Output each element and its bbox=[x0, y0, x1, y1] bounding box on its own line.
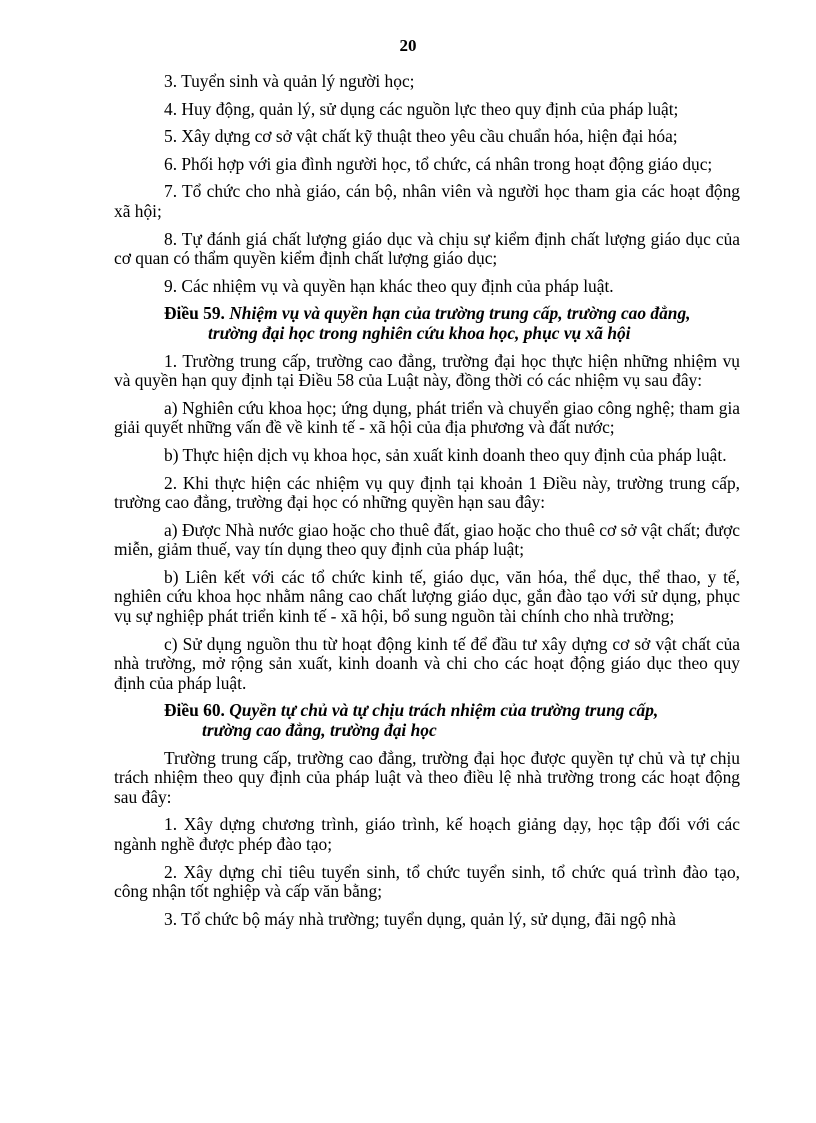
page-content bbox=[114, 72, 740, 937]
article-59-paragraph: a) Được Nhà nước giao hoặc cho thuê đất, giao hoặc cho thuê cơ sở vật chất; được miễn, giảm thuế, vay tín dụng theo quy định của pháp luật; bbox=[114, 519, 740, 560]
article-59-paragraph: c) Sử dụng nguồn thu từ hoạt động kinh tế để đầu tư xây dựng cơ sở vật chất của nhà trường, mở rộng sản xuất, kinh doanh và chi cho các hoạt động giáo dục theo quy định của pháp luật. bbox=[114, 633, 740, 693]
article-59-paragraph: 1. Trường trung cấp, trường cao đẳng, trường đại học thực hiện những nhiệm vụ và quyền hạn quy định tại Điều 58 của Luật này, đồng thời có các nhiệm vụ sau đây: bbox=[114, 350, 740, 391]
article-60-paragraph: 2. Xây dựng chỉ tiêu tuyển sinh, tổ chức tuyển sinh, tổ chức quá trình đào tạo, công nhận tốt nghiệp và cấp văn bằng; bbox=[114, 861, 740, 902]
article-59-label: Điều 59. bbox=[164, 303, 225, 324]
article-59-paragraph: b) Liên kết với các tổ chức kinh tế, giáo dục, văn hóa, thể dục, thể thao, y tế, nghiên cứu khoa học nhằm nâng cao chất lượng giáo dục, gắn đào tạo với sử dụng, phục vụ sự nghiệp phát triển kinh tế - xã hội, bổ sung nguồn tài chính cho nhà trường; bbox=[114, 566, 740, 627]
list-item: 7. Tổ chức cho nhà giáo, cán bộ, nhân viên và người học tham gia các hoạt động xã hội; bbox=[114, 181, 740, 221]
article-59-paragraph: b) Thực hiện dịch vụ khoa học, sản xuất kinh doanh theo quy định của pháp luật. bbox=[164, 444, 727, 465]
article-60-paragraph: 3. Tổ chức bộ máy nhà trường; tuyển dụng, quản lý, sử dụng, đãi ngộ nhà bbox=[164, 908, 676, 929]
list-item: 9. Các nhiệm vụ và quyền hạn khác theo quy định của pháp luật. bbox=[164, 275, 614, 296]
article-60-paragraph: Trường trung cấp, trường cao đẳng, trường đại học được quyền tự chủ và tự chịu trách nhiệm theo quy định của pháp luật và theo điều lệ nhà trường trong các hoạt động sau đây: bbox=[114, 747, 740, 807]
list-item: 6. Phối hợp với gia đình người học, tổ chức, cá nhân trong hoạt động giáo dục; bbox=[164, 153, 713, 174]
article-59-title-line1: Nhiệm vụ và quyền hạn của trường trung cấp, trường cao đẳng, bbox=[229, 303, 691, 324]
article-59-paragraph: a) Nghiên cứu khoa học; ứng dụng, phát triển và chuyển giao công nghệ; tham gia giải quyết những vấn đề về kinh tế - xã hội của địa phương và đất nước; bbox=[114, 397, 740, 438]
article-60-title-line1: Quyền tự chủ và tự chịu trách nhiệm của trường trung cấp, bbox=[229, 700, 659, 721]
article-59-heading bbox=[114, 304, 740, 343]
article-59-title-line2: trường đại học trong nghiên cứu khoa học, phục vụ xã hội bbox=[208, 322, 631, 343]
article-60-paragraph: 1. Xây dựng chương trình, giáo trình, kế hoạch giảng dạy, học tập đối với các ngành nghề được phép đào tạo; bbox=[114, 814, 740, 854]
article-60-label: Điều 60. bbox=[164, 700, 225, 721]
article-60-title-line2: trường cao đẳng, trường đại học bbox=[202, 720, 437, 741]
page-number: 20 bbox=[399, 36, 417, 55]
list-item: 8. Tự đánh giá chất lượng giáo dục và chịu sự kiểm định chất lượng giáo dục của cơ quan có thẩm quyền kiểm định chất lượng giáo dục; bbox=[114, 228, 740, 269]
article-60-heading bbox=[114, 701, 740, 740]
list-item: 3. Tuyển sinh và quản lý người học; bbox=[164, 71, 415, 91]
list-item: 5. Xây dựng cơ sở vật chất kỹ thuật theo yêu cầu chuẩn hóa, hiện đại hóa; bbox=[164, 126, 678, 147]
article-59-paragraph: 2. Khi thực hiện các nhiệm vụ quy định tại khoản 1 Điều này, trường trung cấp, trường cao đẳng, trường đại học có những quyền hạn sau đây: bbox=[114, 472, 740, 513]
list-item: 4. Huy động, quản lý, sử dụng các nguồn lực theo quy định của pháp luật; bbox=[164, 98, 679, 119]
